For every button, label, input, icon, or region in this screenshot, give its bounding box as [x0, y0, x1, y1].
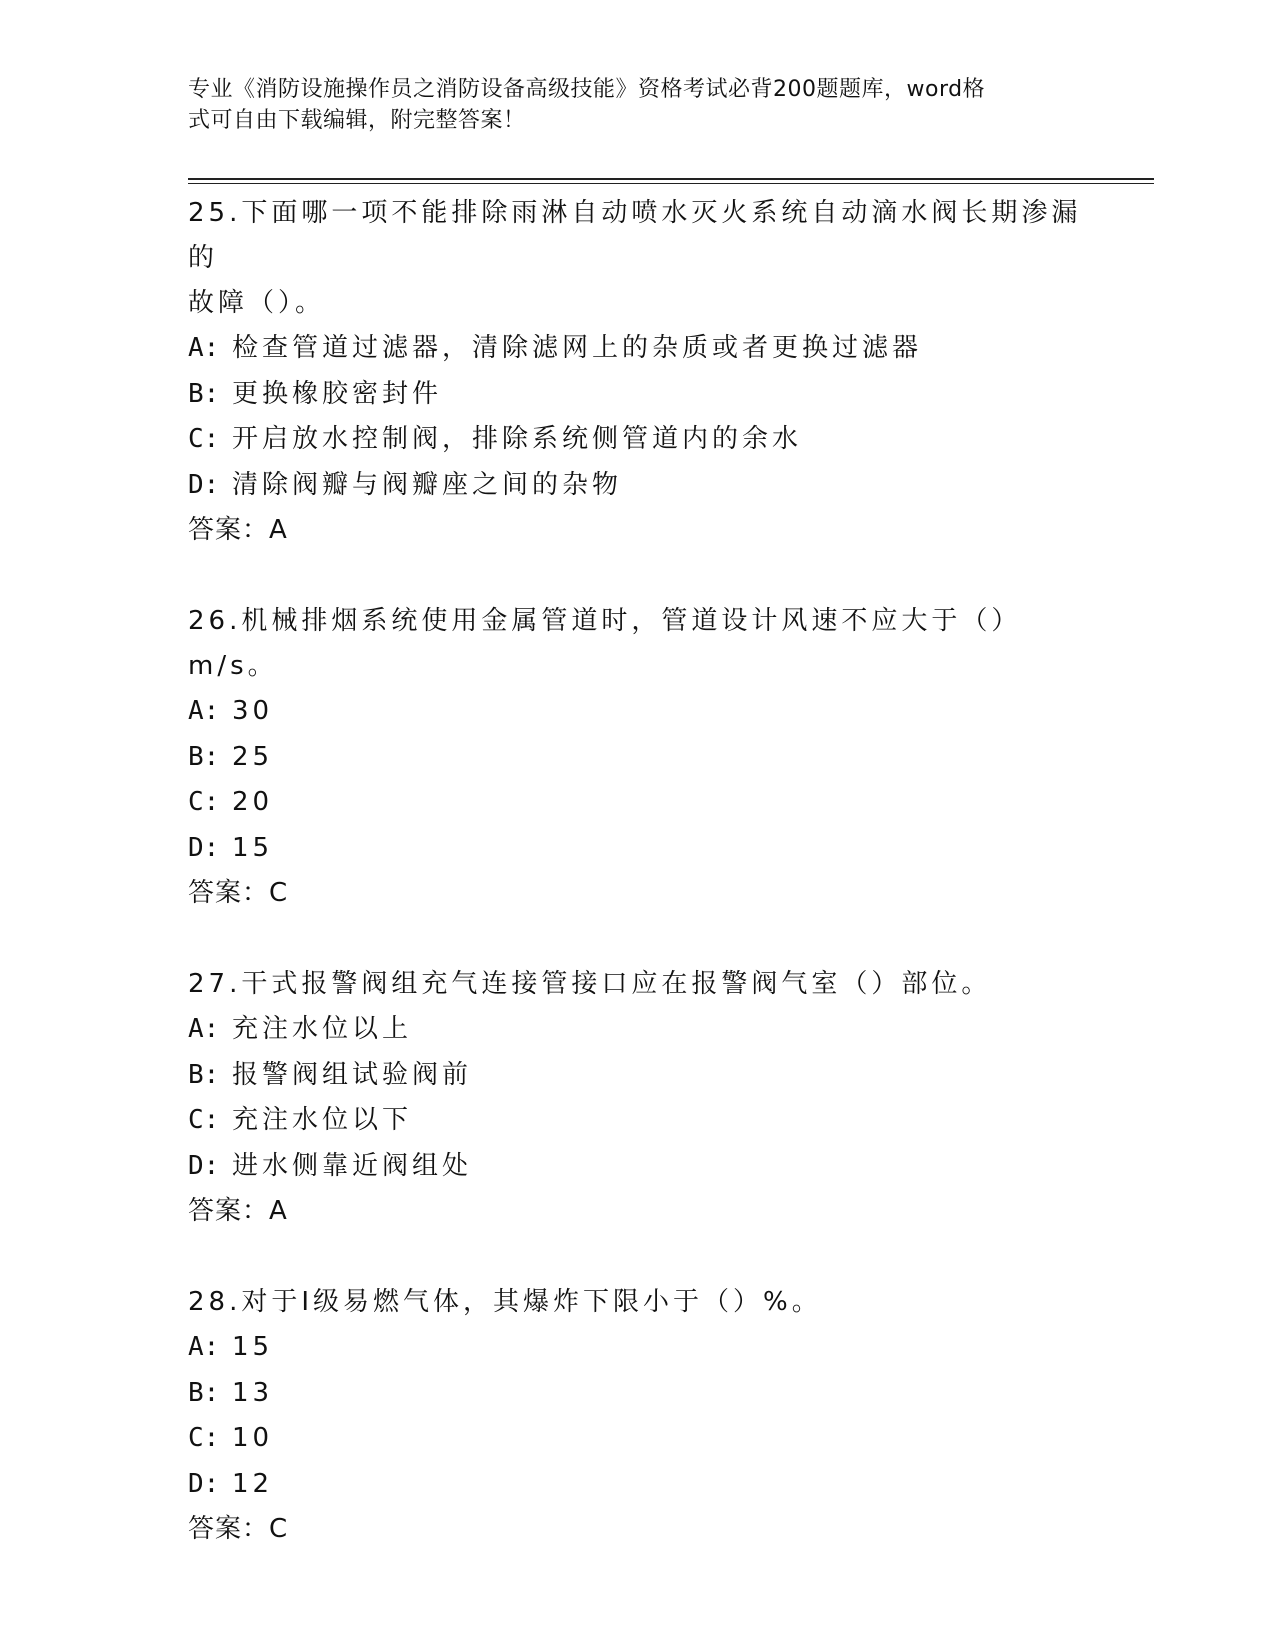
- option-text: 报警阀组试验阀前: [232, 1059, 473, 1090]
- option-label: D:: [188, 469, 220, 500]
- option-a: [188, 326, 1088, 372]
- option-text: 20: [232, 787, 274, 817]
- header-divider-thin: [188, 183, 1154, 184]
- option-d: [188, 1462, 1088, 1508]
- header-divider-thick: [188, 178, 1154, 180]
- option-text: 30: [232, 696, 274, 726]
- question-stem-line-2: 故障（）。: [188, 288, 326, 318]
- answer: 答案：A: [188, 515, 288, 545]
- document-header: [188, 74, 1068, 136]
- question-stem: [188, 1280, 1088, 1325]
- option-label: B:: [188, 741, 220, 772]
- answer: 答案：C: [188, 1514, 289, 1544]
- question-25: [188, 191, 1088, 553]
- question-stem: [188, 962, 1088, 1007]
- option-label: B:: [188, 378, 220, 409]
- option-text: 12: [232, 1468, 274, 1499]
- option-d: [188, 463, 1088, 509]
- option-c: [188, 1098, 1088, 1144]
- header-line-2: 式可自由下载编辑，附完整答案！: [188, 108, 526, 133]
- option-text: 10: [232, 1423, 274, 1453]
- option-text: 13: [232, 1377, 274, 1408]
- option-text: 15: [232, 832, 274, 863]
- option-c: [188, 780, 1088, 826]
- option-label: C:: [188, 1423, 220, 1453]
- question-28: [188, 1280, 1088, 1552]
- option-label: A:: [188, 1014, 220, 1044]
- option-text: 25: [232, 741, 274, 772]
- option-c: [188, 1416, 1088, 1462]
- option-label: A:: [188, 1332, 220, 1362]
- answer: 答案：A: [188, 1196, 288, 1226]
- option-label: C:: [188, 424, 220, 454]
- header-line-1: 专业《消防设施操作员之消防设备高级技能》资格考试必背200题题库，word格: [188, 77, 986, 102]
- option-d: [188, 826, 1088, 872]
- option-label: C:: [188, 787, 220, 817]
- question-stem-line-1: 28.对于Ⅰ级易燃气体，其爆炸下限小于（）%。: [188, 1287, 822, 1317]
- option-label: B:: [188, 1377, 220, 1408]
- question-27: [188, 962, 1088, 1234]
- option-b: [188, 735, 1088, 781]
- option-a: [188, 689, 1088, 735]
- option-b: [188, 372, 1088, 418]
- option-text: 充注水位以上: [232, 1014, 413, 1044]
- question-stem-line-1: 26.机械排烟系统使用金属管道时，管道设计风速不应大于（）m/s。: [188, 606, 1022, 681]
- option-a: [188, 1007, 1088, 1053]
- option-label: C:: [188, 1105, 220, 1135]
- answer: 答案：C: [188, 878, 289, 908]
- option-text: 检查管道过滤器，清除滤网上的杂质或者更换过滤器: [232, 333, 923, 363]
- question-stem-line-1: 27.干式报警阀组充气连接管接口应在报警阀气室（）部位。: [188, 969, 992, 999]
- option-d: [188, 1144, 1088, 1190]
- option-label: A:: [188, 333, 220, 363]
- option-text: 更换橡胶密封件: [232, 378, 443, 409]
- option-b: [188, 1371, 1088, 1417]
- option-text: 进水侧靠近阀组处: [232, 1150, 473, 1181]
- question-stem: [188, 599, 1088, 689]
- option-c: [188, 417, 1088, 463]
- option-text: 清除阀瓣与阀瓣座之间的杂物: [232, 469, 623, 500]
- option-label: D:: [188, 1150, 220, 1181]
- option-text: 开启放水控制阀，排除系统侧管道内的余水: [232, 424, 803, 454]
- question-stem-line-1: 25.下面哪一项不能排除雨淋自动喷水灭火系统自动滴水阀长期渗漏的: [188, 198, 1082, 273]
- question-26: [188, 599, 1088, 916]
- option-label: B:: [188, 1059, 220, 1090]
- option-b: [188, 1053, 1088, 1099]
- option-label: A:: [188, 696, 220, 726]
- option-label: D:: [188, 832, 220, 863]
- option-label: D:: [188, 1468, 220, 1499]
- option-a: [188, 1325, 1088, 1371]
- question-list: [188, 191, 1088, 1598]
- question-stem: [188, 191, 1088, 326]
- option-text: 15: [232, 1332, 274, 1362]
- option-text: 充注水位以下: [232, 1105, 413, 1135]
